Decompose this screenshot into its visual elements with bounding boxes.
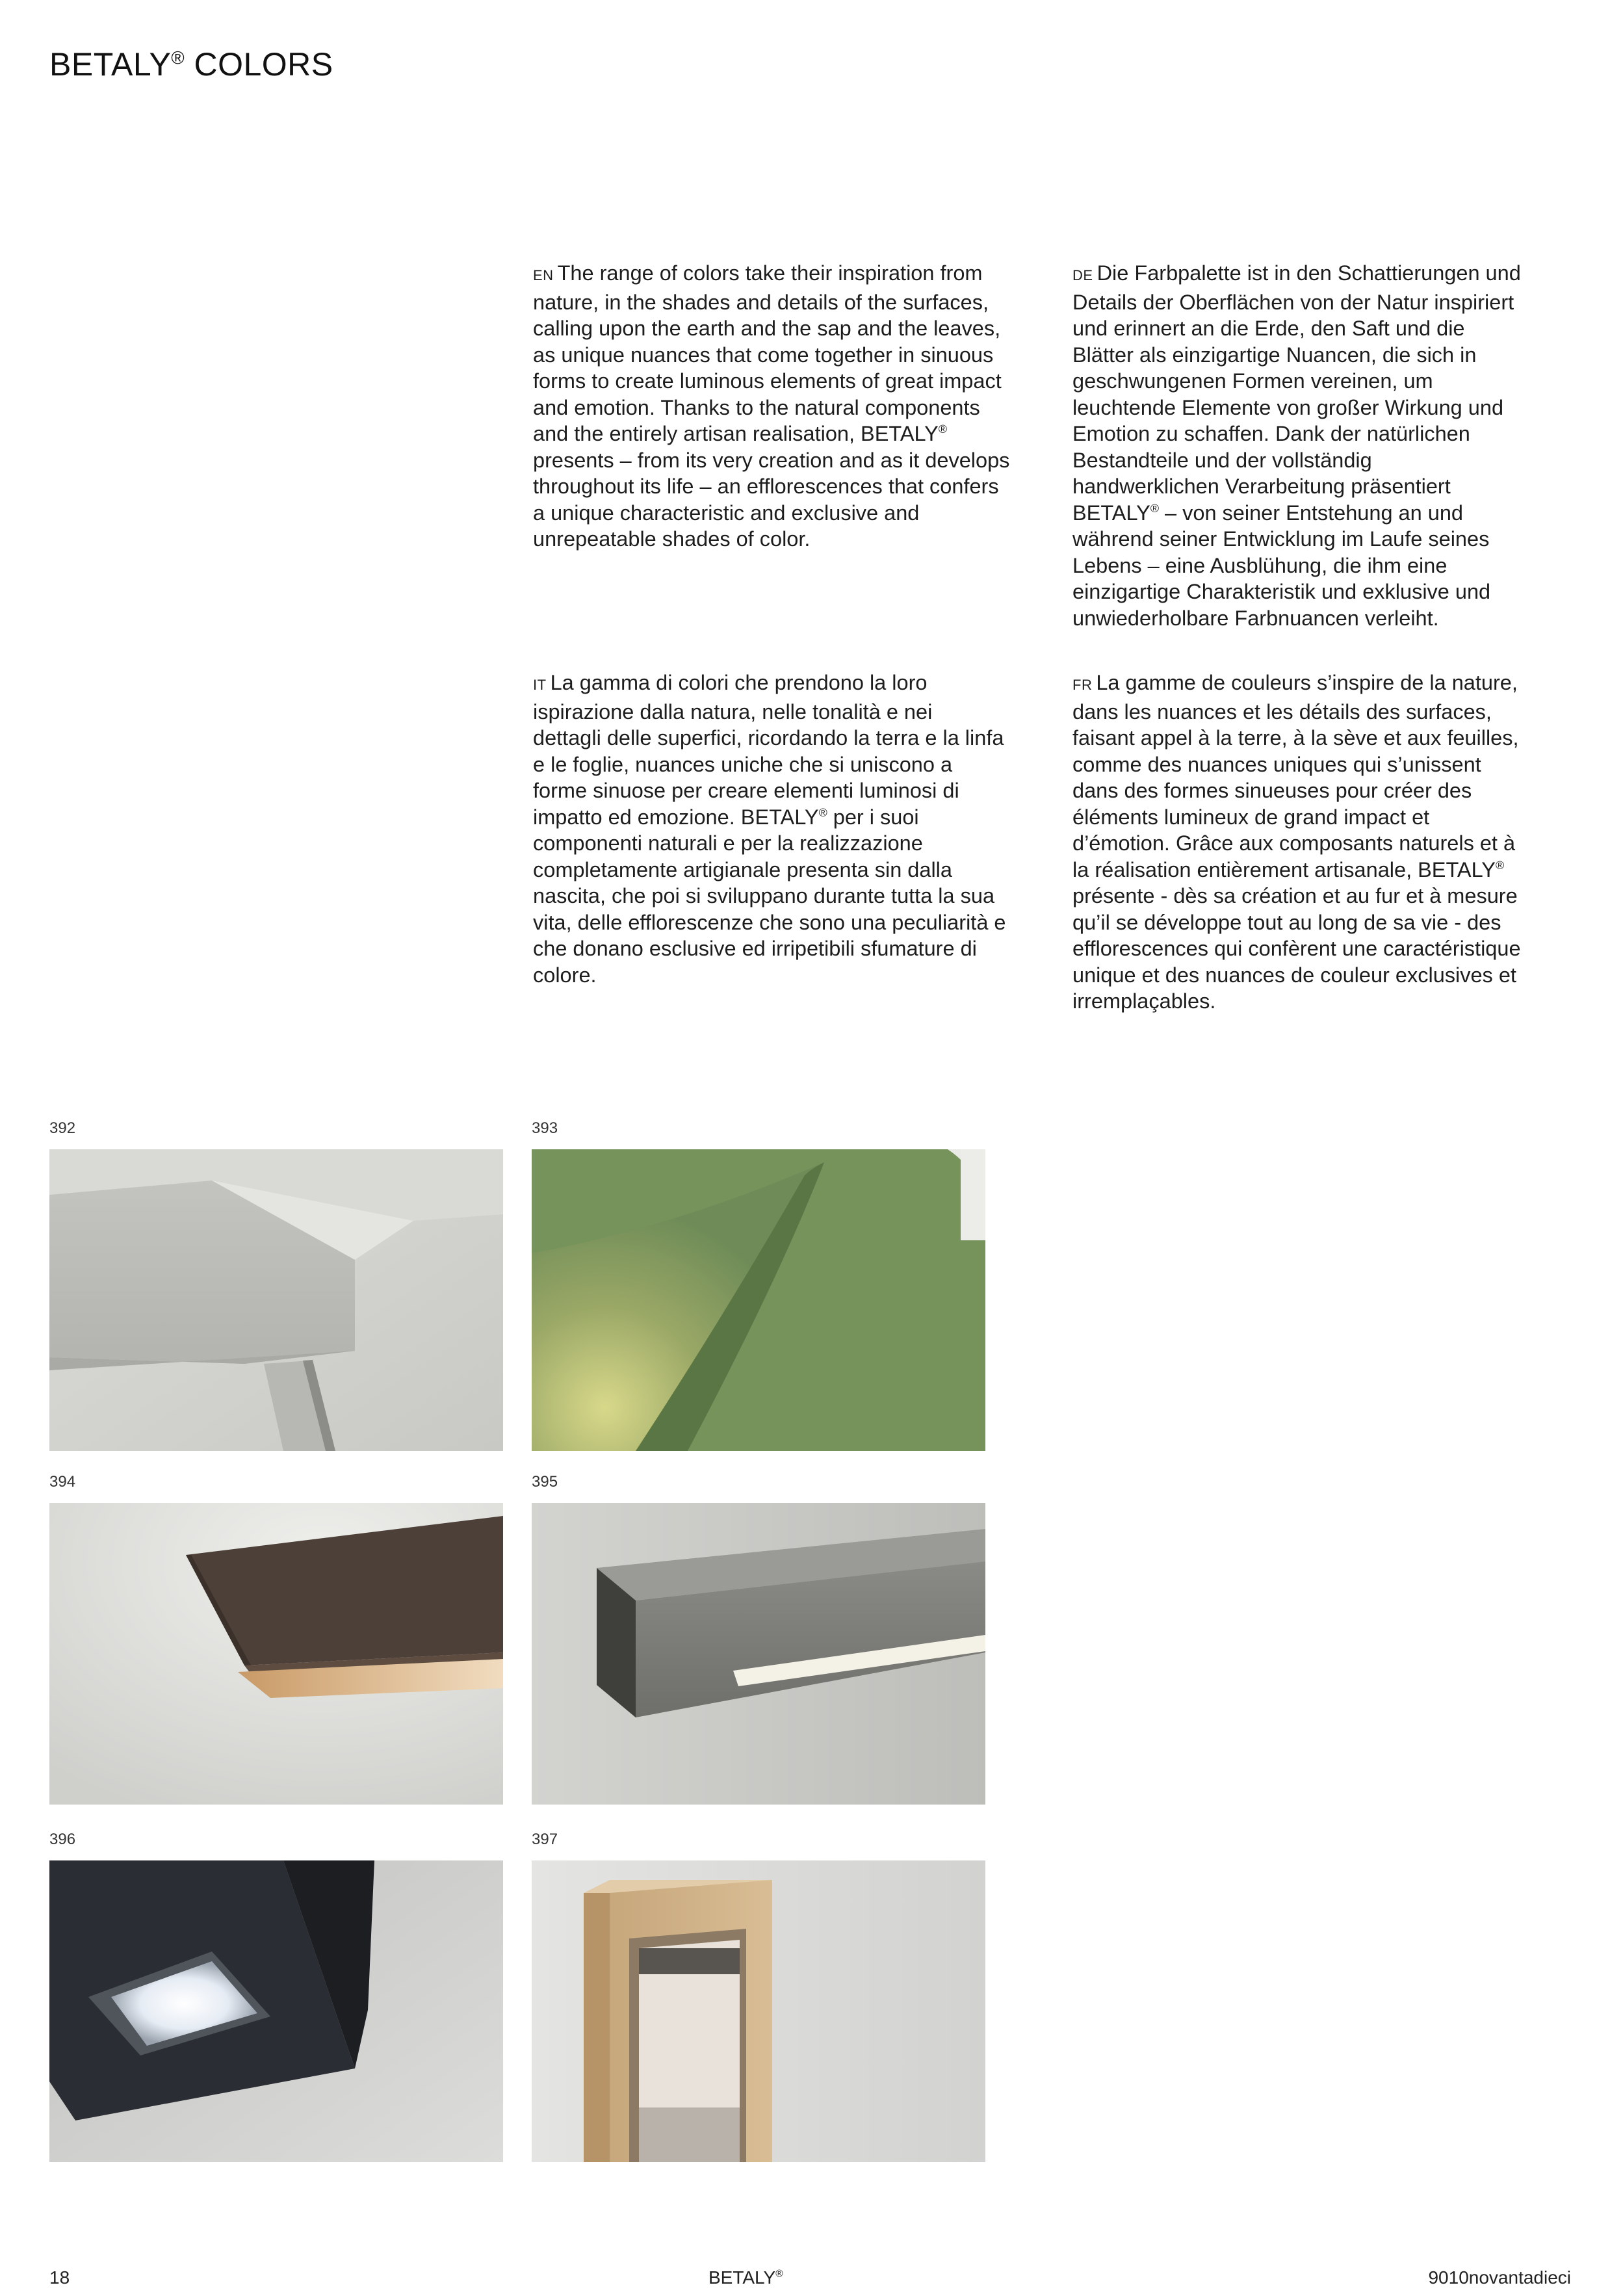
photo-395 [532, 1503, 985, 1805]
caption-397: 397 [532, 1831, 558, 1848]
caption-395: 395 [532, 1473, 558, 1491]
caption-396: 396 [49, 1831, 76, 1848]
text-fr: FR La gamme de couleurs s’inspire de la nature, dans les nuances et les détails des surfaces, faisant appel à la terre, à la sève et aux feuilles, comme des nuances uniques qui s’unissent dans des formes sinueuses pour créer des éléments lumineux de grand impact et d’émotion. Grâce aux composants naturels et à la réalisation entièrement artisanale, BETALY® présente - dès sa création et au fur et à mesure qu’il se développe tout au long de sa vie - des efflorescences qui confèrent une caractéristique unique et des nuances de couleur exclusives et irremplaçables. [1072, 671, 1521, 1013]
page-number: 18 [49, 2267, 70, 2288]
lang-label-de: DE [1072, 267, 1093, 283]
text-it: IT La gamma di colori che prendono la loro ispirazione dalla natura, nelle tonalità e nei dettagli delle superfici, ricordando la terra e la linfa e le foglie, nuances uniche che si uniscono a forme sinuose per creare elementi luminosi di impatto ed emozione. BETALY® per i suoi componenti naturali e per la realizzazione completamente artigianale presenta sin dalla nascita, che poi si sviluppano durante tutta la sua vita, delle efflorescenze che sono una peculiarità e che donano esclusive ed irripetibili sfumature di colore. [533, 671, 1006, 987]
photo-397 [532, 1860, 985, 2162]
caption-393: 393 [532, 1119, 558, 1137]
footer-company: 9010novantadieci [1428, 2267, 1571, 2288]
photo-396 [49, 1860, 503, 2162]
footer-brand: BETALY® [708, 2267, 783, 2288]
photo-393 [532, 1149, 985, 1451]
caption-392: 392 [49, 1119, 76, 1137]
text-de: DE Die Farbpalette ist in den Schattierungen und Details der Oberflächen von der Natur inspiriert und erinnert an die Erde, den Saft und die Blätter als einzigartige Nuancen, die sich in geschwungenen Formen vereinen, um leuchtende Elemente von großer Wirkung und Emotion zu schaffen. Dank der natürlichen Bestandteile und der vollständig handwerklichen Verarbeitung präsentiert BETALY® – von seiner Entstehung an und während seiner Entwicklung im Laufe seines Lebens – eine Ausblühung, die ihm eine einzigartige Charakteristik und exklusive und unwiederholbare Farbnuancen verleiht. [1072, 261, 1521, 630]
photo-392 [49, 1149, 503, 1451]
caption-394: 394 [49, 1473, 76, 1491]
lang-label-en: EN [533, 267, 554, 283]
photo-394 [49, 1503, 503, 1805]
text-en: EN The range of colors take their inspiration from nature, in the shades and details of the surfaces, calling upon the earth and the sap and the leaves, as unique nuances that come together in sinuous forms to create luminous elements of great impact and emotion. Thanks to the natural components and the entirely artisan realisation, BETALY® presents – from its very creation and as it develops throughout its life – an efflorescences that confers a unique characteristic and exclusive and unrepeatable shades of color. [533, 261, 1010, 551]
lang-label-fr: FR [1072, 677, 1093, 693]
lang-label-it: IT [533, 677, 547, 693]
page-title: BETALY® COLORS [49, 46, 333, 83]
